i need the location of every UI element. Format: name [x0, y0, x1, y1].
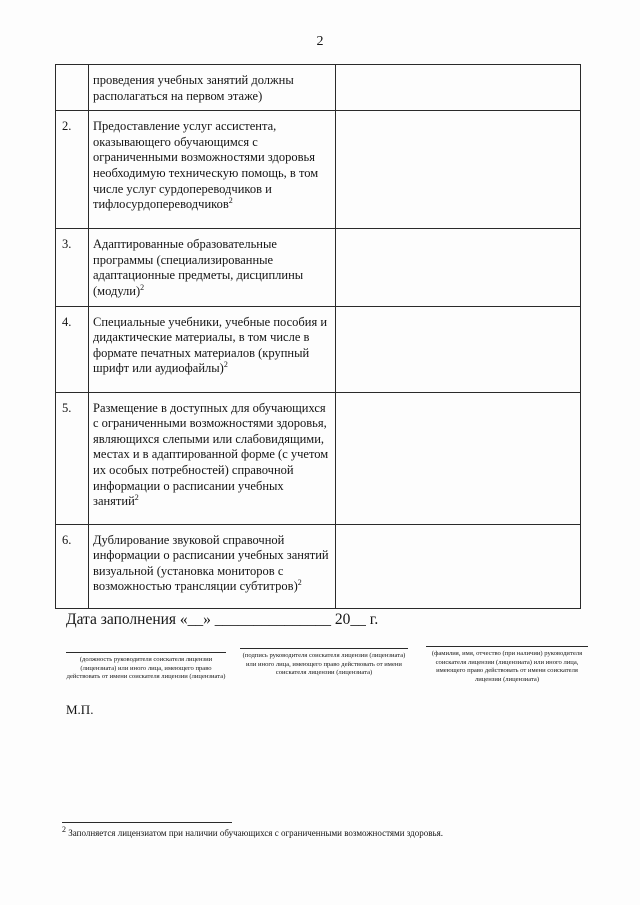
value-cell — [336, 229, 581, 306]
signature-line — [426, 646, 588, 647]
footnote-mark: 2 — [62, 825, 66, 834]
footnote-ref: 2 — [297, 578, 302, 588]
footnote-text: Заполняется лицензиатом при наличии обучающихся с ограниченными возможностями здоровья. — [66, 828, 443, 838]
date-of-completion: Дата заполнения «__» _______________ 20__ г. — [66, 611, 379, 628]
row-text: Дублирование звуковой справочной информации о расписании учебных занятий визуальной (установка мониторов с возможностью трансляции субтитров)$^2$ — [89, 524, 336, 608]
footnote-divider — [62, 822, 232, 823]
signature-caption: (должность руководителя соискателя лицензии (лицензиата) или иного лица, имеющего право действовать от имени соискателя лицензии (лицензиата) — [66, 656, 226, 681]
table-row — [56, 65, 581, 111]
footnote-ref: 2 — [134, 492, 139, 502]
signature-sign-block — [240, 648, 408, 678]
row-text: Размещение в доступных для обучающихся с ограниченными возможностями здоровья, являющихся слепыми или слабовидящими, местах и в адаптированной форме (с учетом их особых потребностей) справочной информации о расписании учебных занятий$^2$ — [89, 392, 336, 524]
value-cell — [336, 524, 581, 608]
value-cell — [336, 392, 581, 524]
table-row — [56, 111, 581, 229]
signature-caption: (фамилия, имя, отчество (при наличии) руководителя соискателя лицензии (лицензиата) или иного лица, имеющего право действовать от имени соискателя лицензии (лицензиата) — [431, 650, 583, 683]
footnote-ref: 2 — [223, 360, 228, 370]
row-text: проведения учебных занятий должны располагаться на первом этаже) — [89, 65, 336, 111]
footnote — [62, 825, 443, 838]
row-number: 4. — [56, 306, 89, 392]
table-row — [56, 229, 581, 306]
row-number: 6. — [56, 524, 89, 608]
table-row — [56, 306, 581, 392]
signature-line — [66, 652, 226, 653]
footnote-ref: 2 — [228, 196, 233, 205]
signature-name-block — [426, 646, 588, 684]
signature-position-block — [66, 652, 226, 682]
row-number — [56, 65, 89, 111]
row-number: 5. — [56, 392, 89, 524]
value-cell — [336, 306, 581, 392]
table-row — [56, 392, 581, 524]
signature-line — [240, 648, 408, 649]
value-cell — [336, 111, 581, 229]
row-text: Адаптированные образовательные программы (специализированные адаптационные предметы, дисциплины (модули)$^2$ — [89, 229, 336, 306]
row-text: Предоставление услуг ассистента, оказывающего обучающимся с ограниченными возможностями здоровья необходимую техническую помощь, в том числе услуг сурдопереводчиков и тифлосурдопереводчиков$^2$ — [89, 111, 336, 229]
value-cell — [336, 65, 581, 111]
table-row — [56, 524, 581, 608]
page-number: 2 — [316, 34, 324, 49]
row-number: 2. — [56, 111, 89, 229]
row-text: Специальные учебники, учебные пособия и дидактические материалы, в том числе в формате печатных материалов (крупный шрифт или аудиофайлы)$^2$ — [89, 306, 336, 392]
seal-place: М.П. — [66, 702, 94, 717]
footnote-ref: 2 — [140, 282, 145, 292]
requirements-table — [55, 64, 581, 609]
row-number: 3. — [56, 229, 89, 306]
signature-caption: (подпись руководителя соискателя лицензии (лицензиата) или иного лица, имеющего право действовать от имени соискателя лицензии (лицензиата) — [242, 652, 406, 677]
